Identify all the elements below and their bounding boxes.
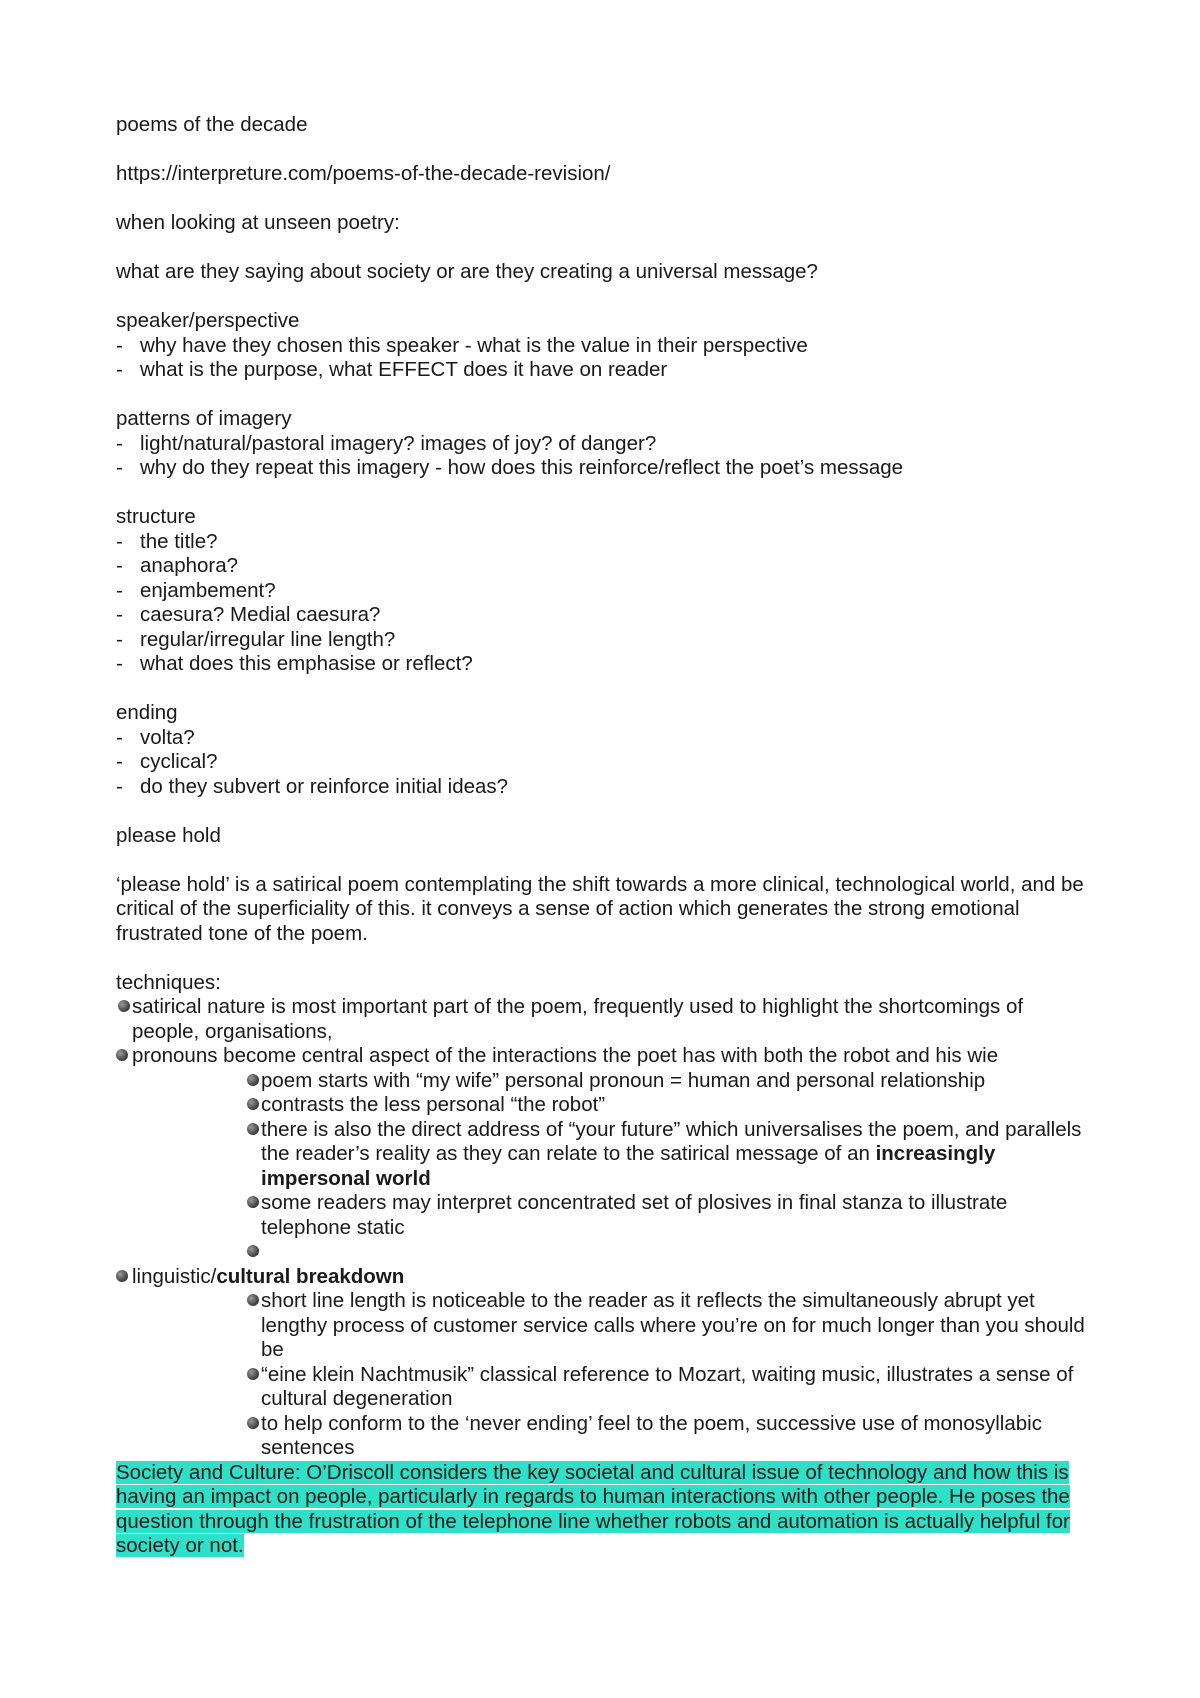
list-item: - enjambement? [116,578,276,602]
section-heading-speaker: speaker/perspective [116,309,300,332]
bullet-icon [247,1196,259,1208]
intro-text: when looking at unseen poetry: [116,211,400,234]
list-item: - the title? [116,529,218,553]
guiding-question: what are they saying about society or are they creating a universal message? [116,260,818,283]
techniques-heading: techniques: [116,970,221,994]
section-heading-structure: structure [116,505,196,528]
bullet-icon [247,1074,259,1086]
bullet-icon [247,1245,259,1257]
list-item: - why have they chosen this speaker - what is the value in their perspective [116,333,808,357]
society-note [116,1461,1091,1559]
bullet-item-pronouns: pronouns become central aspect of the interactions the poet has with both the robot and his wie [116,1044,1096,1069]
list-item: - light/natural/pastoral imagery? images of joy? of danger? [116,431,657,455]
document-page [116,113,1096,1559]
doc-title: poems of the decade [116,113,308,136]
list-item: - regular/irregular line length? [116,627,396,651]
bullet-icon [247,1123,259,1135]
bullet-icon [247,1098,259,1110]
section-heading-ending: ending [116,701,178,724]
sub-bullet-item: to help conform to the ‘never ending’ feel to the poem, successive use of monosyllabic sentences [246,1412,1096,1461]
sub-bullet-item-empty [246,1240,1096,1265]
list-item: - caesura? Medial caesura? [116,603,381,626]
list-item: - cyclical? [116,750,218,773]
poem-title: please hold [116,823,221,847]
list-item: - why do they repeat this imagery - how does this reinforce/reflect the poet’s message [116,456,904,479]
list-item: - what does this emphasise or reflect? [116,652,473,675]
sub-bullet-item: contrasts the less personal “the robot” [246,1093,1096,1118]
bullet-icon [247,1294,259,1306]
sub-bullet-item: there is also the direct address of “your future” which universalises the poem, and parallels the reader’s reality as they can relate to the satirical message of an increasingly impersonal world [246,1118,1096,1192]
sub-bullet-item: some readers may interpret concentrated set of plosives in final stanza to illustrate telephone static [246,1191,1096,1240]
sub-bullet-item: “eine klein Nachtmusik” classical reference to Mozart, waiting music, illustrates a sense of cultural degeneration [246,1363,1096,1412]
bullet-icon [247,1368,259,1380]
sub-bullet-item: short line length is noticeable to the reader as it reflects the simultaneously abrupt yet lengthy process of customer service calls where you’re on for much longer than you should be [246,1289,1096,1363]
bullet-item-breakdown: linguistic/cultural breakdown [116,1265,1096,1290]
highlighted-text: Society and Culture: O’Driscoll considers the key societal and cultural issue of technology and how this is having an impact on people, particularly in regards to human interactions with other people. He poses the question through the frustration of the telephone line whether robots and automation is actually helpful for society or not. [116,1460,1070,1557]
sub-bullet-item: poem starts with “my wife” personal pronoun = human and personal relationship [246,1069,1096,1094]
bullet-icon [118,1000,130,1012]
list-item: - do they subvert or reinforce initial ideas? [116,774,509,798]
list-item: - anaphora? [116,554,239,577]
emphasis-text: increasingly impersonal world [261,1142,996,1190]
bullet-icon [116,1049,128,1061]
poem-summary: ‘please hold’ is a satirical poem contemplating the shift towards a more clinical, technological world, and be critical of the superficiality of this. it conveys a sense of action which generates the strong emotional frustrated tone of the poem. [116,872,1084,945]
section-heading-imagery: patterns of imagery [116,407,292,430]
list-item: - what is the purpose, what EFFECT does it have on reader [116,358,668,381]
reference-link[interactable]: https://interpreture.com/poems-of-the-decade-revision/ [116,162,611,185]
bullet-icon [247,1417,259,1429]
bullet-item-satire: satirical nature is most important part of the poem, frequently used to highlight the shortcomings of people, organisations, [116,995,1096,1044]
list-item: - volta? [116,725,195,749]
bullet-icon [116,1270,128,1282]
